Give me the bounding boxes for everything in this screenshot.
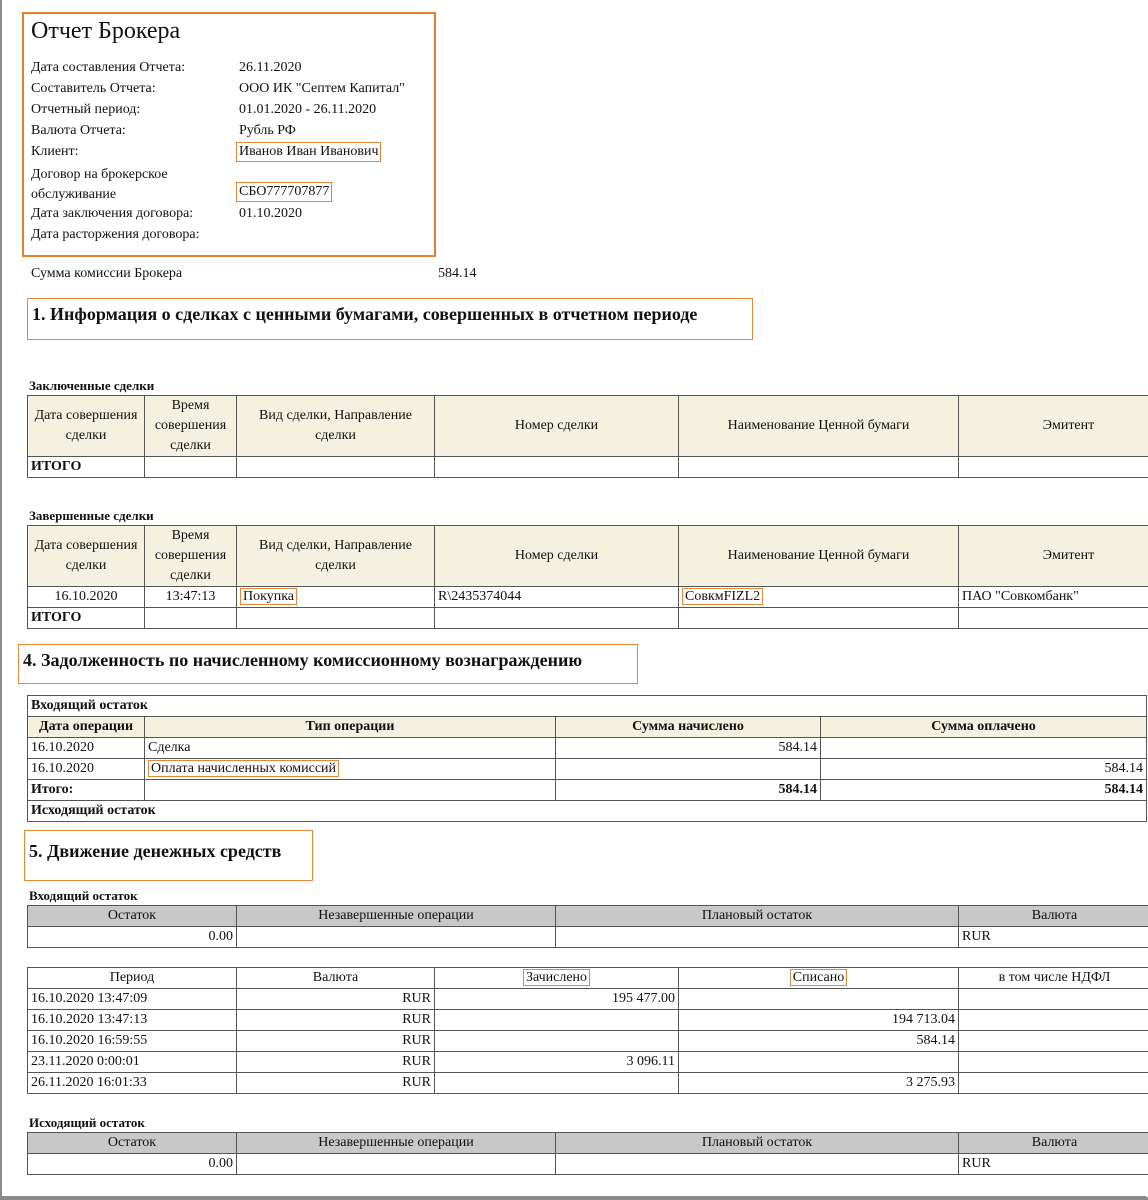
table-row bbox=[28, 759, 1147, 780]
field-value: ООО ИК "Септем Капитал" bbox=[239, 81, 405, 96]
table-cell bbox=[435, 1031, 679, 1052]
table-cell bbox=[959, 608, 1148, 629]
column-header: Наименование Ценной бумаги bbox=[679, 526, 959, 587]
field-value: 01.10.2020 bbox=[239, 206, 302, 221]
table-cell: 194 713.04 bbox=[679, 1010, 959, 1031]
table-cell bbox=[556, 927, 959, 948]
table-cell bbox=[959, 989, 1148, 1010]
closing-row bbox=[28, 801, 1147, 822]
table-cell: RUR bbox=[959, 1154, 1148, 1175]
table-cell bbox=[435, 608, 679, 629]
column-header: Дата совершения сделки bbox=[28, 396, 145, 457]
column-header: Период bbox=[28, 968, 237, 989]
table-cell bbox=[145, 457, 237, 478]
field-value: 26.11.2020 bbox=[239, 60, 302, 75]
column-header: Тип операции bbox=[145, 717, 556, 738]
table-cell: 0.00 bbox=[28, 927, 237, 948]
table-cell: 3 096.11 bbox=[435, 1052, 679, 1073]
completed-deals-table bbox=[27, 525, 1148, 629]
table-cell: 16.10.2020 16:59:55 bbox=[28, 1031, 237, 1052]
report-title: Отчет Брокера bbox=[31, 18, 181, 44]
table-cell: ИТОГО bbox=[28, 457, 145, 478]
column-header: Незавершенные операции bbox=[237, 906, 556, 927]
table-row bbox=[28, 1010, 1148, 1031]
column-header: Номер сделки bbox=[435, 526, 679, 587]
table-row bbox=[28, 927, 1148, 948]
column-header: Вид сделки, Направление сделки bbox=[237, 396, 435, 457]
table-cell: 584.14 bbox=[679, 1031, 959, 1052]
table-cell bbox=[435, 1010, 679, 1031]
table-cell: 16.10.2020 13:47:09 bbox=[28, 989, 237, 1010]
table-cell bbox=[679, 457, 959, 478]
table-cell: 584.14 bbox=[821, 780, 1147, 801]
table-cell bbox=[679, 608, 959, 629]
header-row bbox=[28, 906, 1148, 927]
table-cell: 16.10.2020 13:47:13 bbox=[28, 1010, 237, 1031]
table-cell: 23.11.2020 0:00:01 bbox=[28, 1052, 237, 1073]
concluded-deals-label: Заключенные сделки bbox=[29, 378, 155, 393]
table-row bbox=[28, 989, 1148, 1010]
table-cell: 195 477.00 bbox=[435, 989, 679, 1010]
table-cell bbox=[145, 608, 237, 629]
field-label: Дата заключения договора: bbox=[31, 206, 194, 221]
table-cell: Входящий остаток bbox=[28, 696, 1147, 717]
table-cell bbox=[435, 1073, 679, 1094]
field-label: Клиент: bbox=[31, 144, 79, 159]
section-5-title: 5. Движение денежных средств bbox=[24, 830, 313, 881]
table-cell: 16.10.2020 bbox=[28, 759, 145, 780]
column-header: Эмитент bbox=[959, 526, 1148, 587]
highlighted-value: Списано bbox=[790, 969, 847, 986]
column-header: Валюта bbox=[959, 906, 1148, 927]
commission-label: Сумма комиссии Брокера bbox=[31, 266, 183, 281]
column-header: Валюта bbox=[959, 1133, 1148, 1154]
table-cell bbox=[959, 1073, 1148, 1094]
table-row bbox=[28, 1052, 1148, 1073]
total-row bbox=[28, 780, 1147, 801]
table-cell: RUR bbox=[959, 927, 1148, 948]
table-row bbox=[28, 1073, 1148, 1094]
column-header: Плановый остаток bbox=[556, 906, 959, 927]
completed-deals-label: Завершенные сделки bbox=[29, 508, 154, 523]
table-cell: 16.10.2020 bbox=[28, 738, 145, 759]
header-row bbox=[28, 1133, 1148, 1154]
table-cell: 584.14 bbox=[821, 759, 1147, 780]
table-cell bbox=[959, 1052, 1148, 1073]
column-header: Незавершенные операции bbox=[237, 1133, 556, 1154]
column-header: Вид сделки, Направление сделки bbox=[237, 526, 435, 587]
table-cell: Исходящий остаток bbox=[28, 801, 1147, 822]
field-value: Рубль РФ bbox=[239, 123, 296, 138]
field-value: 01.01.2020 - 26.11.2020 bbox=[239, 102, 377, 117]
table-cell: Итого: bbox=[28, 780, 145, 801]
table-cell: R\2435374044 bbox=[435, 587, 679, 608]
table-cell bbox=[679, 989, 959, 1010]
table-cell bbox=[556, 759, 821, 780]
table-cell bbox=[237, 927, 556, 948]
table-row bbox=[28, 587, 1148, 608]
cash-movements-table bbox=[27, 967, 1148, 1094]
highlighted-value: Покупка bbox=[240, 588, 297, 605]
column-header: Сумма начислено bbox=[556, 717, 821, 738]
table-cell bbox=[435, 457, 679, 478]
table-row bbox=[28, 1031, 1148, 1052]
field-label: Отчетный период: bbox=[31, 102, 141, 117]
table-cell: RUR bbox=[237, 1031, 435, 1052]
field-label: Дата составления Отчета: bbox=[31, 60, 186, 75]
table-cell bbox=[556, 1154, 959, 1175]
column-header: Сумма оплачено bbox=[821, 717, 1147, 738]
field-value: СБО777707877 bbox=[236, 182, 332, 202]
column-header: Время совершения сделки bbox=[145, 526, 237, 587]
table-cell: 584.14 bbox=[556, 738, 821, 759]
table-cell: 13:47:13 bbox=[145, 587, 237, 608]
column-header bbox=[435, 968, 679, 989]
column-header: Валюта bbox=[237, 968, 435, 989]
field-label: Дата расторжения договора: bbox=[31, 227, 200, 242]
table-cell: RUR bbox=[237, 989, 435, 1010]
table-cell: 3 275.93 bbox=[679, 1073, 959, 1094]
table-cell: 16.10.2020 bbox=[28, 587, 145, 608]
commission-debt-table bbox=[27, 695, 1147, 822]
field-label: Договор на брокерское обслуживание bbox=[31, 167, 168, 202]
table-cell bbox=[959, 1010, 1148, 1031]
section-4-title: 4. Задолженность по начисленному комиссионному вознаграждению bbox=[18, 644, 638, 684]
column-header: Дата операции bbox=[28, 717, 145, 738]
highlighted-value: Оплата начисленных комиссий bbox=[148, 760, 339, 777]
header-row bbox=[28, 526, 1148, 587]
table-cell: 0.00 bbox=[28, 1154, 237, 1175]
highlighted-value: СовкмFIZL2 bbox=[682, 588, 763, 605]
table-cell bbox=[679, 587, 959, 608]
table-cell bbox=[237, 457, 435, 478]
table-cell bbox=[959, 1031, 1148, 1052]
column-header: Дата совершения сделки bbox=[28, 526, 145, 587]
field-label: Валюта Отчета: bbox=[31, 123, 126, 138]
table-cell bbox=[145, 780, 556, 801]
table-cell bbox=[821, 738, 1147, 759]
total-row bbox=[28, 457, 1148, 478]
column-header: Эмитент bbox=[959, 396, 1148, 457]
highlighted-value: Зачислено bbox=[523, 969, 590, 986]
table-cell: 584.14 bbox=[556, 780, 821, 801]
column-header: в том числе НДФЛ bbox=[959, 968, 1148, 989]
table-cell: RUR bbox=[237, 1073, 435, 1094]
column-header: Номер сделки bbox=[435, 396, 679, 457]
table-cell bbox=[959, 457, 1148, 478]
table-cell: 26.11.2020 16:01:33 bbox=[28, 1073, 237, 1094]
table-cell: ИТОГО bbox=[28, 608, 145, 629]
table-cell: RUR bbox=[237, 1052, 435, 1073]
opening-balance-table bbox=[27, 905, 1148, 948]
table-cell: ПАО "Совкомбанк" bbox=[959, 587, 1148, 608]
concluded-deals-table bbox=[27, 395, 1148, 478]
table-cell bbox=[237, 1154, 556, 1175]
field-value: Иванов Иван Иванович bbox=[236, 142, 381, 162]
column-header bbox=[679, 968, 959, 989]
section-1-title: 1. Информация о сделках с ценными бумагами, совершенных в отчетном периоде bbox=[27, 298, 753, 340]
field-label: Составитель Отчета: bbox=[31, 81, 156, 96]
table-cell bbox=[237, 587, 435, 608]
column-header: Плановый остаток bbox=[556, 1133, 959, 1154]
table-row bbox=[28, 738, 1147, 759]
table-cell bbox=[237, 608, 435, 629]
commission-value: 584.14 bbox=[438, 266, 477, 281]
total-row bbox=[28, 608, 1148, 629]
table-cell bbox=[679, 1052, 959, 1073]
table-cell: RUR bbox=[237, 1010, 435, 1031]
column-header: Остаток bbox=[28, 906, 237, 927]
table-row bbox=[28, 1154, 1148, 1175]
header-row bbox=[28, 396, 1148, 457]
closing-balance-table bbox=[27, 1132, 1148, 1175]
opening-balance-label: Входящий остаток bbox=[29, 888, 138, 903]
table-cell: Сделка bbox=[145, 738, 556, 759]
column-header: Время совершения сделки bbox=[145, 396, 237, 457]
column-header: Остаток bbox=[28, 1133, 237, 1154]
closing-balance-label: Исходящий остаток bbox=[29, 1115, 145, 1130]
opening-row bbox=[28, 696, 1147, 717]
header-row bbox=[28, 717, 1147, 738]
column-header: Наименование Ценной бумаги bbox=[679, 396, 959, 457]
table-cell bbox=[145, 759, 556, 780]
header-row bbox=[28, 968, 1148, 989]
